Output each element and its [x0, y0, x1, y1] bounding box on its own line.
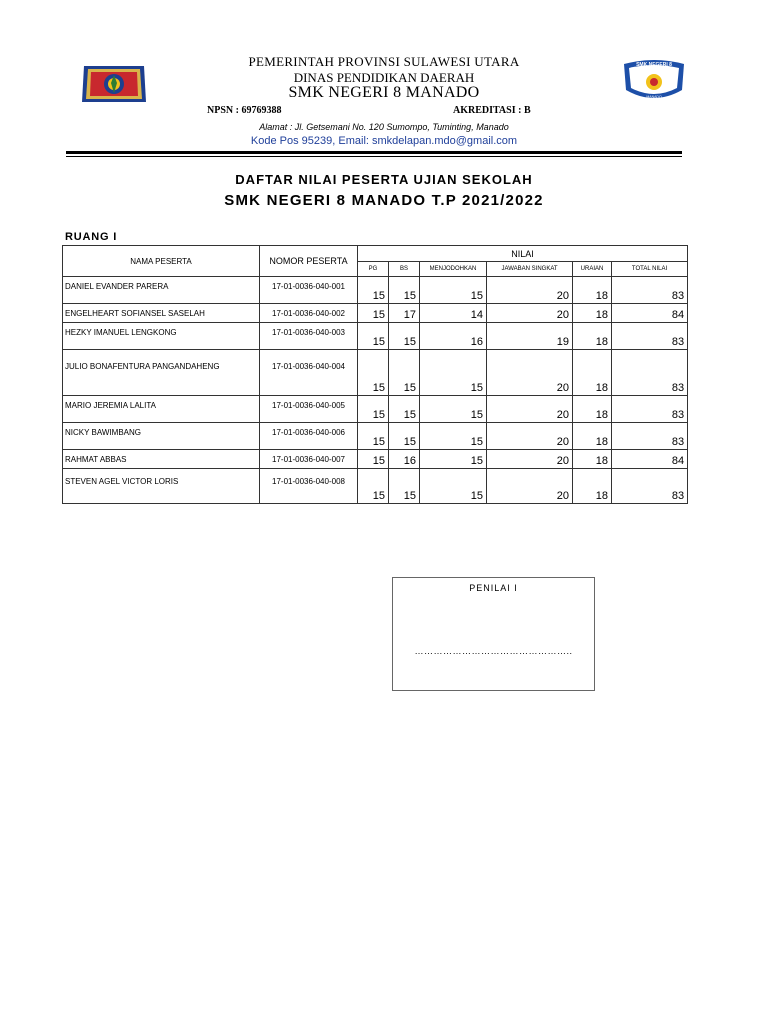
cell-nama: NICKY BAWIMBANG	[63, 423, 260, 450]
cell-total: 83	[612, 350, 688, 396]
cell-jawaban: 20	[487, 423, 573, 450]
table-row	[63, 350, 688, 396]
signature-title: PENILAI I	[469, 583, 518, 593]
room-label: RUANG I	[65, 231, 118, 243]
header-pg: PG	[358, 262, 389, 277]
cell-menjodohkan: 15	[420, 350, 487, 396]
cell-nomor: 17-01-0036-040-002	[260, 304, 358, 323]
header-school: SMK NEGERI 8 MANADO	[288, 84, 480, 101]
table-row	[63, 304, 688, 323]
cell-uraian: 18	[573, 304, 612, 323]
cell-nama: ENGELHEART SOFIANSEL SASELAH	[63, 304, 260, 323]
table-row	[63, 277, 688, 304]
header-dinas: DINAS PENDIDIKAN DAERAH	[293, 70, 475, 85]
cell-nomor: 17-01-0036-040-001	[260, 277, 358, 304]
cell-nama: JULIO BONAFENTURA PANGANDAHENG	[63, 350, 260, 396]
cell-bs: 17	[389, 304, 420, 323]
cell-nama: RAHMAT ABBAS	[63, 450, 260, 469]
cell-pg: 15	[358, 423, 389, 450]
cell-pg: 15	[358, 304, 389, 323]
grades-table	[62, 245, 688, 504]
header-menjodohkan: MENJODOHKAN	[420, 262, 487, 277]
header-contact-link[interactable]: Kode Pos 95239, Email: smkdelapan.mdo@gmail.com	[250, 135, 518, 147]
header-uraian: URAIAN	[573, 262, 612, 277]
cell-bs: 15	[389, 469, 420, 504]
cell-uraian: 18	[573, 423, 612, 450]
cell-bs: 15	[389, 323, 420, 350]
header-nilai: NILAI	[358, 246, 688, 262]
cell-jawaban: 19	[487, 323, 573, 350]
cell-bs: 15	[389, 396, 420, 423]
svg-text:MANADO: MANADO	[646, 95, 662, 99]
cell-menjodohkan: 15	[420, 469, 487, 504]
cell-total: 83	[612, 323, 688, 350]
cell-total: 83	[612, 423, 688, 450]
cell-uraian: 18	[573, 469, 612, 504]
cell-jawaban: 20	[487, 396, 573, 423]
cell-uraian: 18	[573, 277, 612, 304]
header-bs: BS	[389, 262, 420, 277]
cell-bs: 15	[389, 277, 420, 304]
cell-nama: STEVEN AGEL VICTOR LORIS	[63, 469, 260, 504]
cell-jawaban: 20	[487, 450, 573, 469]
table-row	[63, 323, 688, 350]
cell-nomor: 17-01-0036-040-007	[260, 450, 358, 469]
document-title: DAFTAR NILAI PESERTA UJIAN SEKOLAH	[235, 172, 533, 187]
cell-jawaban: 20	[487, 304, 573, 323]
cell-total: 83	[612, 277, 688, 304]
cell-jawaban: 20	[487, 469, 573, 504]
cell-bs: 16	[389, 450, 420, 469]
signature-line: …………………………………………..	[414, 646, 573, 656]
cell-nama: MARIO JEREMIA LALITA	[63, 396, 260, 423]
table-row	[63, 450, 688, 469]
cell-pg: 15	[358, 323, 389, 350]
cell-pg: 15	[358, 450, 389, 469]
document-subtitle: SMK NEGERI 8 MANADO T.P 2021/2022	[224, 192, 544, 209]
cell-pg: 15	[358, 277, 389, 304]
cell-menjodohkan: 15	[420, 277, 487, 304]
cell-pg: 15	[358, 350, 389, 396]
cell-nomor: 17-01-0036-040-008	[260, 469, 358, 504]
header-divider-thick	[66, 151, 682, 154]
cell-menjodohkan: 14	[420, 304, 487, 323]
header-total-nilai: TOTAL NILAI	[612, 262, 688, 277]
cell-menjodohkan: 16	[420, 323, 487, 350]
header-akreditasi: AKREDITASI : B	[453, 105, 531, 116]
cell-nomor: 17-01-0036-040-003	[260, 323, 358, 350]
cell-nomor: 17-01-0036-040-004	[260, 350, 358, 396]
signature-box	[392, 577, 595, 691]
cell-menjodohkan: 15	[420, 423, 487, 450]
cell-bs: 15	[389, 423, 420, 450]
cell-pg: 15	[358, 469, 389, 504]
header-address: Alamat : Jl. Getsemani No. 120 Sumompo, Tuminting, Manado	[259, 122, 509, 132]
cell-total: 84	[612, 304, 688, 323]
cell-total: 84	[612, 450, 688, 469]
header-nama-peserta: NAMA PESERTA	[63, 246, 260, 277]
table-row	[63, 396, 688, 423]
table-row	[63, 423, 688, 450]
cell-nomor: 17-01-0036-040-006	[260, 423, 358, 450]
cell-menjodohkan: 15	[420, 450, 487, 469]
cell-uraian: 18	[573, 323, 612, 350]
cell-pg: 15	[358, 396, 389, 423]
cell-total: 83	[612, 469, 688, 504]
cell-bs: 15	[389, 350, 420, 396]
cell-uraian: 18	[573, 450, 612, 469]
svg-text:SMK NEGERI 8: SMK NEGERI 8	[636, 62, 672, 68]
header-province: PEMERINTAH PROVINSI SULAWESI UTARA	[248, 54, 520, 69]
header-divider-thin	[66, 156, 682, 157]
cell-jawaban: 20	[487, 350, 573, 396]
cell-nomor: 17-01-0036-040-005	[260, 396, 358, 423]
table-row	[63, 469, 688, 504]
cell-menjodohkan: 15	[420, 396, 487, 423]
cell-total: 83	[612, 396, 688, 423]
cell-uraian: 18	[573, 396, 612, 423]
cell-uraian: 18	[573, 350, 612, 396]
cell-nama: DANIEL EVANDER PARERA	[63, 277, 260, 304]
cell-nama: HEZKY IMANUEL LENGKONG	[63, 323, 260, 350]
header-npsn: NPSN : 69769388	[207, 105, 282, 116]
cell-jawaban: 20	[487, 277, 573, 304]
header-jawaban-singkat: JAWABAN SINGKAT	[487, 262, 573, 277]
header-nomor-peserta: NOMOR PESERTA	[260, 246, 358, 277]
